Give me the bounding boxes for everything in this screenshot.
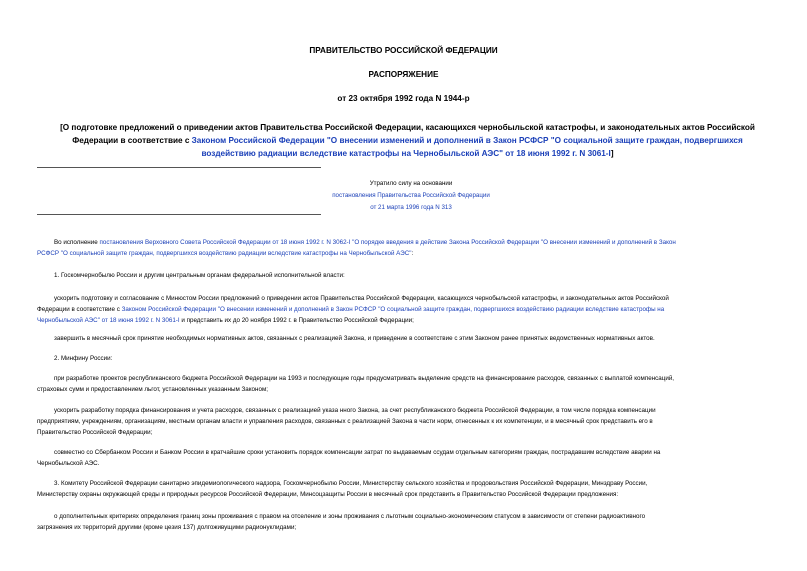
divider-top: [37, 167, 321, 168]
title-text-end: ]: [610, 149, 614, 158]
repeal-note-text: Утратило силу на основании: [369, 180, 453, 187]
paragraph-2b-line-2: предприятиям, учреждениям, организациям, местным органам власти и управления расходов, связанных с реализацией Закона в части норм, отнесенных к их компетенции, и в месячный срок представить его в: [37, 418, 653, 425]
paragraph-preamble-line-1: [54, 237, 676, 248]
law-link-cont[interactable]: Чернобыльской АЭС" от 18 июня 1992 г. N 3061-I: [37, 317, 180, 324]
paragraph-2c-line-2: Чернобыльской АЭС.: [37, 460, 100, 467]
paragraph-item-1: 1. Госкомчернобылю России и другим центральным органам федеральной исполнительной власти:: [54, 272, 345, 279]
document-type-heading: РАСПОРЯЖЕНИЕ: [368, 70, 439, 79]
title-text: [О подготовке предложений о приведении актов Правительства Российской Федерации, касающихся чернобыльской катастрофы, и законодательных актов Российской Федерации в соответствие с: [60, 123, 755, 145]
divider-bottom: [37, 214, 321, 215]
repeal-notice: [300, 178, 522, 214]
paragraph-preamble-line-2: [37, 248, 413, 259]
paragraph-text: и представить их до 20 ноября 1992 г. в Правительство Российской Федерации;: [179, 317, 414, 324]
paragraph-1a-line-1: ускорить подготовку и согласование с Минюстом России предложений о приведении актов Правительства Российской Федерации, касающихся чернобыльской катастрофы, и законодательных актов Российской: [54, 295, 669, 302]
paragraph-item-3-line-1: 3. Комитету Российской Федерации санитарно эпидемиологического надзора, Госкомчернобылю России, Министерству сельского хозяйства и продовольствия Российской Федерации, Минздраву России,: [54, 480, 648, 487]
government-heading: ПРАВИТЕЛЬСТВО РОССИЙСКОЙ ФЕДЕРАЦИИ: [309, 46, 498, 55]
paragraph-1b: завершить в месячный срок принятие необходимых нормативных актов, связанных с реализацией Закона, и приведение в соответствие с этим Законом ранее принятых ведомственных нормативных актов.: [54, 335, 655, 342]
document-date-number: от 23 октября 1992 года N 1944-р: [337, 94, 470, 103]
paragraph-1a-line-2: [37, 304, 664, 315]
paragraph-text: Во исполнение: [54, 239, 100, 246]
paragraph-3a-line-2: загрязнения их территорий другими (кроме цезия 137) долгоживущими радионуклидами;: [37, 524, 297, 531]
paragraph-2a-line-1: при разработке проектов республиканского бюджета Российской Федерации на 1993 и последующие годы предусматривать выделение средств на финансирование расходов, связанных с выплатой компенсаций,: [54, 375, 675, 382]
resolution-link[interactable]: постановления Верховного Совета Российской Федерации от 18 июня 1992 г. N 3062-I "О порядке введения в действие Закона Российской Федерации "О внесении изменений и дополнений в Закон: [99, 239, 676, 246]
paragraph-2c-line-1: совместно со Сбербанком России и Банком России в кратчайшие сроки установить порядок компенсации затрат по выдаваемым ссудам отдельным категориям граждан, пострадавшим вследствие аварии на: [54, 449, 661, 456]
title-law-link[interactable]: Законом Российской Федерации "О внесении изменений и дополнений в Закон РСФСР "О социальной защите граждан, подвергшихся воздействию радиации вследствие катастрофы на Чернобыльской АЭС" от 18 июня 1992 г. N 3061-I: [191, 136, 743, 158]
paragraph-2a-line-2: страховых сумм и предоставлением льгот, установленных указанным Законом;: [37, 386, 268, 393]
document-title: [55, 121, 760, 160]
repeal-decree-date-link[interactable]: от 21 марта 1996 года N 313: [370, 204, 452, 211]
paragraph-3a-line-1: о дополнительных критериях определения границ зоны проживания с правом на отселение и зоны проживания с льготным социально-экономическим статусом в зависимости от степени радиоактивного: [54, 513, 646, 520]
law-link[interactable]: Законом Российской Федерации "О внесении изменений и дополнений в Закон РСФСР "О социальной защите граждан, подвергшихся воздействию радиации вследствие катастрофы на: [121, 306, 665, 313]
paragraph-2b-line-1: ускорить разработку порядка финансирования и учета расходов, связанных с реализацией указа нного Закона, за счет республиканского бюджета Российской Федерации, в том числе порядка компенсации: [54, 407, 656, 414]
repeal-decree-link[interactable]: постановления Правительства Российской Федерации: [332, 192, 490, 199]
paragraph-text: Федерации в соответствие с: [37, 306, 122, 313]
paragraph-item-3-line-2: Министерству охраны окружающей среды и природных ресурсов Российской Федерации, Минсоцзащиты России в месячный срок представить в Правительство Российской Федерации предложения:: [37, 491, 619, 498]
paragraph-1a-line-3: [37, 315, 414, 326]
paragraph-2b-line-3: Правительство Российской Федерации;: [37, 429, 153, 436]
resolution-link-cont[interactable]: РСФСР "О социальной защите граждан, подвергшихся воздействию радиации вследствие катастрофы на Чернобыльской АЭС": [37, 250, 412, 257]
paragraph-text: :: [411, 250, 414, 257]
paragraph-item-2: 2. Минфину России:: [54, 355, 113, 362]
